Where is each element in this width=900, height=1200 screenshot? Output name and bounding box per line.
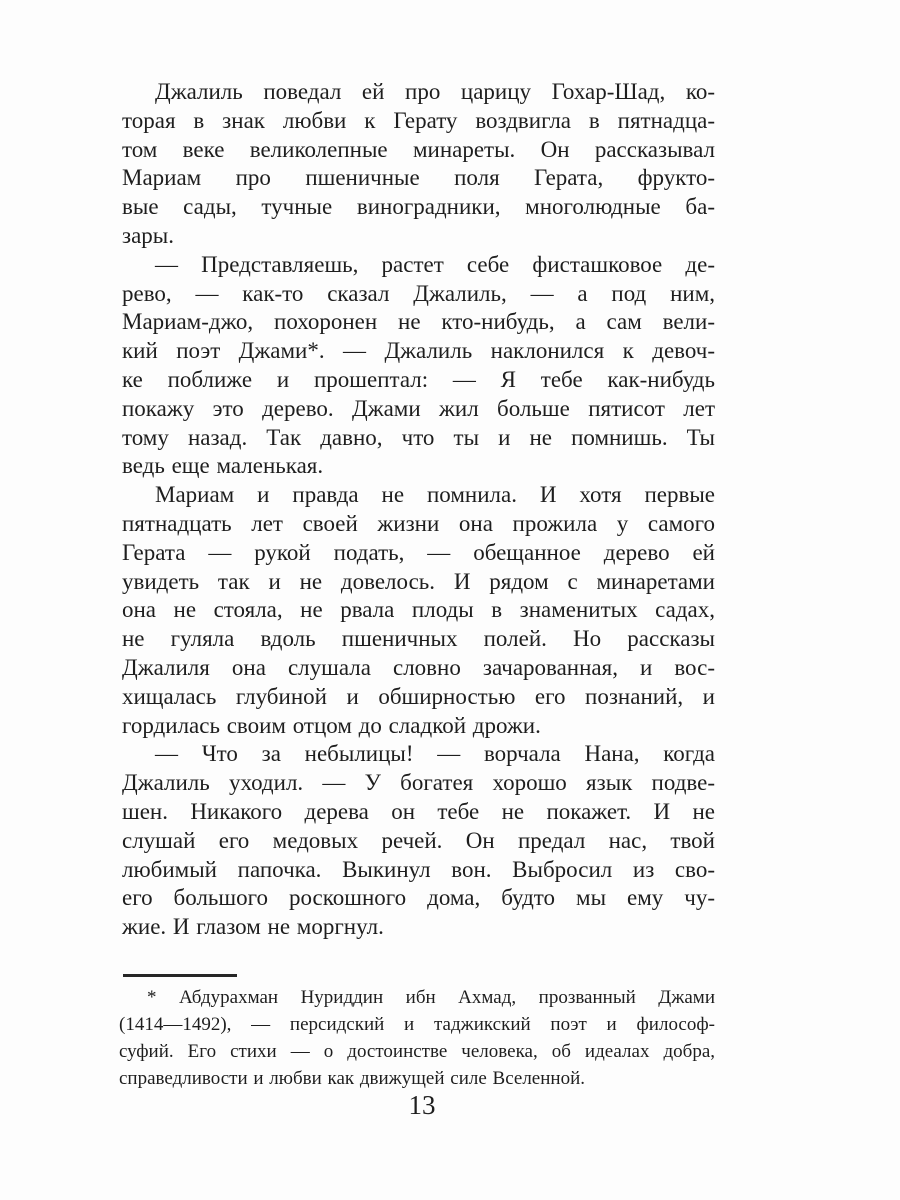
text-line: том веке великолепные минареты. Он рассказывал	[122, 136, 715, 162]
text-line: кий поэт Джами*. — Джалиль наклонился к девоч-	[122, 338, 715, 364]
text-line: (1414—1492), — персидский и таджикский поэт и философ-	[119, 1014, 715, 1035]
text-line: вые сады, тучные виноградники, многолюдные ба-	[122, 194, 715, 220]
text-line: Джалиль уходил. — У богатея хорошо язык подве-	[122, 770, 715, 796]
text-line: торая в знак любви к Герату воздвигла в пятнадца-	[122, 107, 715, 133]
text-line: ке поближе и прошептал: — Я тебе как-нибудь	[122, 366, 715, 392]
text-line: рево, — как-то сказал Джалиль, — а под ним,	[122, 280, 715, 306]
page-text-block	[122, 78, 715, 942]
text-line: ведь еще маленькая.	[122, 453, 324, 479]
text-line: пятнадцать лет своей жизни она прожила у самого	[122, 510, 715, 536]
text-line: слушай его медовых речей. Он предал нас, твой	[122, 827, 715, 853]
text-line: суфий. Его стихи — о достоинстве человека, об идеалах добра,	[119, 1041, 715, 1062]
text-line: любимый папочка. Выкинул вон. Выбросил из сво-	[122, 856, 715, 882]
text-line: * Абдурахман Нуриддин ибн Ахмад, прозванный Джами	[147, 987, 715, 1008]
text-line: покажу это дерево. Джами жил больше пятисот лет	[122, 395, 715, 421]
paragraph	[122, 251, 715, 481]
text-line: зары.	[122, 222, 174, 248]
text-line: шен. Никакого дерева он тебе не покажет. И не	[122, 798, 715, 824]
text-line: справедливости и любви как движущей силе Вселенной.	[119, 1068, 585, 1089]
text-line: Джалиль поведал ей про царицу Гохар-Шад, ко-	[155, 79, 715, 104]
text-line: — Представляешь, растет себе фисташковое де-	[155, 251, 715, 277]
page-number: 13	[408, 1090, 436, 1120]
text-line: не гуляла вдоль пшеничных полей. Но рассказы	[122, 626, 715, 652]
paragraph	[122, 481, 715, 740]
text-line: тому назад. Так давно, что ты и не помнишь. Ты	[122, 424, 715, 450]
footnote-rule	[123, 974, 237, 977]
footnote	[119, 984, 715, 1092]
text-line: — Что за небылицы! — ворчала Нана, когда	[155, 741, 715, 767]
text-line: Герата — рукой подать, — обещанное дерево ей	[122, 539, 715, 565]
text-line: она не стояла, не рвала плоды в знаменитых садах,	[122, 597, 715, 623]
text-line: жие. И глазом не моргнул.	[122, 914, 384, 940]
paragraph	[122, 740, 715, 942]
text-line: Мариам и правда не помнила. И хотя первые	[155, 482, 715, 508]
text-line: Мариам-джо, похоронен не кто-нибудь, а сам вели-	[122, 309, 715, 335]
text-line: Джалиля она слушала словно зачарованная, и вос-	[122, 654, 715, 680]
text-line: гордилась своим отцом до сладкой дрожи.	[122, 712, 541, 738]
text-line: Мариам про пшеничные поля Герата, фрукто-	[122, 165, 715, 191]
text-line: хищалась глубиной и обширностью его познаний, и	[122, 683, 715, 709]
paragraph	[122, 78, 715, 251]
text-line: увидеть так и не довелось. И рядом с минаретами	[122, 568, 715, 594]
text-line: его большого роскошного дома, будто мы ему чу-	[122, 885, 715, 911]
